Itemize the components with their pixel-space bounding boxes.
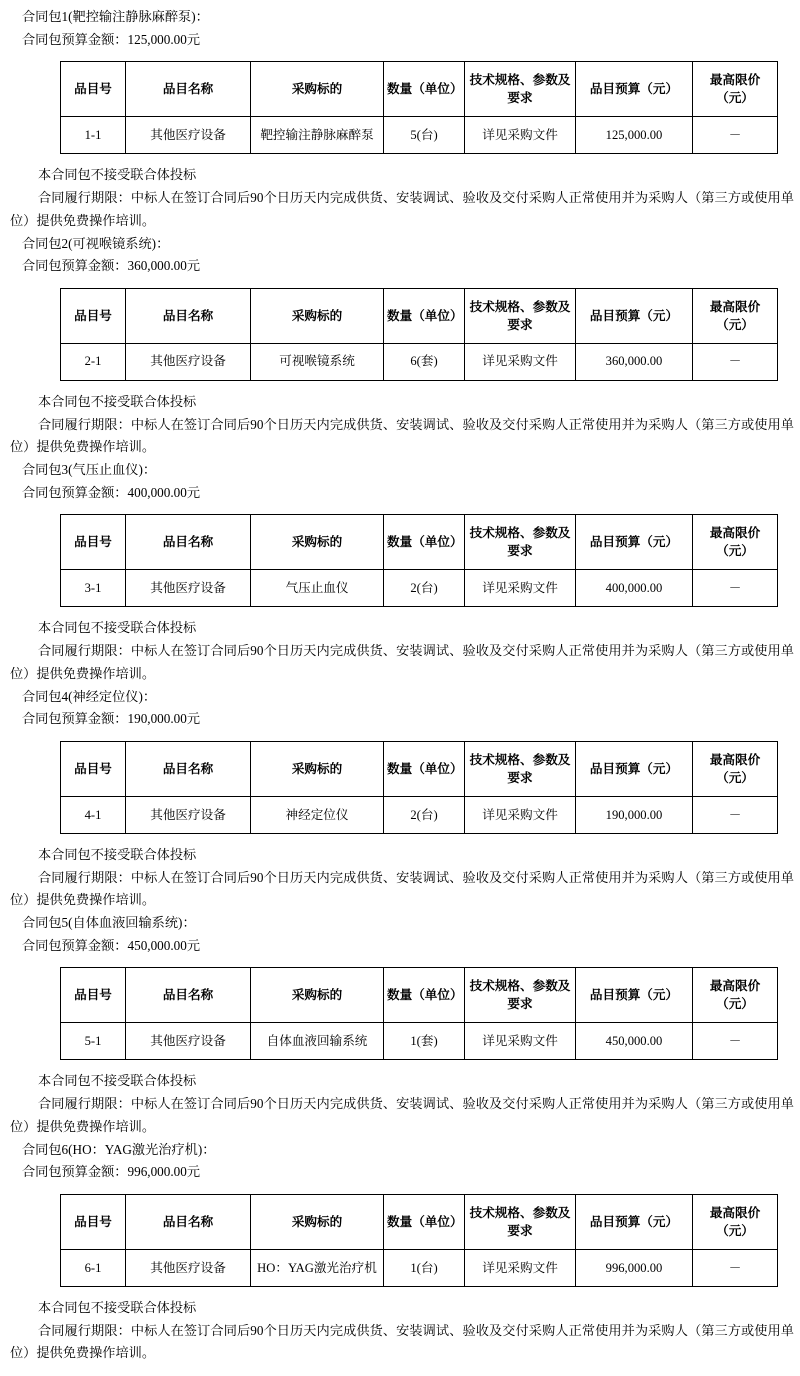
table-header-row [61, 62, 778, 117]
note-consortium-text: 本合同包不接受联合体投标 [38, 167, 197, 183]
note-consortium-text: 本合同包不接受联合体投标 [38, 620, 197, 636]
note-consortium-text: 本合同包不接受联合体投标 [38, 1299, 197, 1315]
th-item-no: 品目号 [61, 741, 126, 796]
note-performance-text: 合同履行期限：中标人在签订合同后90个日历天内完成供货、安装调试、验收及交付采购人正常使用并为采购人（第三方或使用单位）提供免费操作培训。 [10, 190, 794, 228]
items-table [60, 514, 778, 607]
note-consortium [0, 1070, 800, 1093]
package-title: 合同包1(靶控输注静脉麻醉泵)： [22, 9, 209, 24]
contract-package-5 [0, 912, 800, 1139]
cell-target: 靶控输注静脉麻醉泵 [251, 117, 384, 154]
cell-item-no: 2-1 [61, 343, 126, 380]
cell-target: 可视喉镜系统 [251, 343, 384, 380]
note-performance-text: 合同履行期限：中标人在签订合同后90个日历天内完成供货、安装调试、验收及交付采购人正常使用并为采购人（第三方或使用单位）提供免费操作培训。 [10, 1096, 794, 1134]
cell-item-name: 其他医疗设备 [126, 1249, 251, 1286]
budget-label: 合同包预算金额： [22, 31, 128, 47]
cell-price-limit: － [693, 1023, 778, 1060]
th-quantity: 数量（单位） [384, 1194, 465, 1249]
package-title: 合同包2(可视喉镜系统)： [22, 235, 170, 251]
th-item-no: 品目号 [61, 968, 126, 1023]
package-budget-line [0, 935, 800, 958]
cell-price-limit: － [693, 570, 778, 607]
cell-item-name: 其他医疗设备 [126, 117, 251, 154]
note-consortium-text: 本合同包不接受联合体投标 [38, 846, 197, 862]
th-spec: 技术规格、参数及要求 [465, 288, 576, 343]
contract-package-3 [0, 459, 800, 686]
cell-item-name: 其他医疗设备 [126, 570, 251, 607]
th-budget: 品目预算（元） [576, 1194, 693, 1249]
th-spec: 技术规格、参数及要求 [465, 515, 576, 570]
budget-value: 190,000.00元 [127, 711, 201, 727]
package-budget-line [0, 255, 800, 278]
th-budget: 品目预算（元） [576, 515, 693, 570]
th-item-no: 品目号 [61, 515, 126, 570]
items-table [60, 288, 778, 381]
cell-price-limit: － [693, 343, 778, 380]
cell-budget: 996,000.00 [576, 1249, 693, 1286]
table-row [61, 117, 778, 154]
cell-budget: 450,000.00 [576, 1023, 693, 1060]
package-budget-line [0, 482, 800, 505]
cell-budget: 190,000.00 [576, 796, 693, 833]
package-title: 合同包3(气压止血仪)： [22, 462, 157, 478]
table-row [61, 1023, 778, 1060]
cell-item-name: 其他医疗设备 [126, 1023, 251, 1060]
th-price-limit: 最高限价（元） [693, 62, 778, 117]
th-procurement-target: 采购标的 [251, 1194, 384, 1249]
cell-target: 神经定位仪 [251, 796, 384, 833]
budget-label: 合同包预算金额： [22, 937, 128, 953]
budget-label: 合同包预算金额： [22, 1164, 128, 1180]
table-header-row [61, 515, 778, 570]
package-title: 合同包5(自体血液回输系统)： [22, 915, 196, 931]
table-header-row [61, 741, 778, 796]
th-price-limit: 最高限价（元） [693, 741, 778, 796]
budget-value: 360,000.00元 [127, 258, 201, 274]
th-item-name: 品目名称 [126, 515, 251, 570]
cell-quantity: 6(套) [384, 343, 465, 380]
note-consortium [0, 391, 800, 414]
package-budget-line [0, 708, 800, 731]
table-header-row [61, 1194, 778, 1249]
cell-spec: 详见采购文件 [465, 117, 576, 154]
package-title: 合同包4(神经定位仪)： [22, 688, 157, 704]
th-item-no: 品目号 [61, 1194, 126, 1249]
table-row [61, 343, 778, 380]
cell-target: 自体血液回输系统 [251, 1023, 384, 1060]
th-procurement-target: 采购标的 [251, 968, 384, 1023]
items-table [60, 967, 778, 1060]
th-budget: 品目预算（元） [576, 288, 693, 343]
note-consortium-text: 本合同包不接受联合体投标 [38, 393, 197, 409]
th-spec: 技术规格、参数及要求 [465, 62, 576, 117]
cell-quantity: 1(套) [384, 1023, 465, 1060]
th-item-no: 品目号 [61, 288, 126, 343]
th-price-limit: 最高限价（元） [693, 288, 778, 343]
contract-package-2 [0, 233, 800, 460]
th-quantity: 数量（单位） [384, 62, 465, 117]
cell-budget: 125,000.00 [576, 117, 693, 154]
cell-budget: 400,000.00 [576, 570, 693, 607]
table-row [61, 570, 778, 607]
contract-package-1 [0, 6, 800, 233]
th-spec: 技术规格、参数及要求 [465, 1194, 576, 1249]
cell-item-no: 5-1 [61, 1023, 126, 1060]
th-item-name: 品目名称 [126, 1194, 251, 1249]
table-header-row [61, 968, 778, 1023]
th-budget: 品目预算（元） [576, 741, 693, 796]
cell-item-no: 1-1 [61, 117, 126, 154]
note-consortium [0, 1297, 800, 1320]
note-consortium [0, 164, 800, 187]
th-budget: 品目预算（元） [576, 968, 693, 1023]
table-header-row [61, 288, 778, 343]
th-procurement-target: 采购标的 [251, 741, 384, 796]
budget-value: 996,000.00元 [127, 1164, 201, 1180]
cell-quantity: 1(台) [384, 1249, 465, 1286]
th-procurement-target: 采购标的 [251, 288, 384, 343]
budget-value: 125,000.00元 [127, 31, 201, 47]
th-item-name: 品目名称 [126, 288, 251, 343]
cell-quantity: 2(台) [384, 796, 465, 833]
th-price-limit: 最高限价（元） [693, 515, 778, 570]
th-spec: 技术规格、参数及要求 [465, 968, 576, 1023]
th-procurement-target: 采购标的 [251, 62, 384, 117]
package-budget-line [0, 1161, 800, 1184]
cell-budget: 360,000.00 [576, 343, 693, 380]
budget-label: 合同包预算金额： [22, 711, 128, 727]
note-consortium [0, 617, 800, 640]
cell-price-limit: － [693, 796, 778, 833]
budget-label: 合同包预算金额： [22, 484, 128, 500]
cell-quantity: 2(台) [384, 570, 465, 607]
package-title: 合同包6(HO：YAG激光治疗机)： [22, 1141, 216, 1157]
cell-item-name: 其他医疗设备 [126, 343, 251, 380]
contract-package-6 [0, 1139, 800, 1366]
cell-price-limit: － [693, 1249, 778, 1286]
cell-spec: 详见采购文件 [465, 1249, 576, 1286]
note-performance-text: 合同履行期限：中标人在签订合同后90个日历天内完成供货、安装调试、验收及交付采购人正常使用并为采购人（第三方或使用单位）提供免费操作培训。 [10, 416, 794, 455]
note-performance-text: 合同履行期限：中标人在签订合同后90个日历天内完成供货、安装调试、验收及交付采购人正常使用并为采购人（第三方或使用单位）提供免费操作培训。 [10, 1322, 794, 1361]
note-consortium [0, 844, 800, 867]
cell-price-limit: － [693, 117, 778, 154]
note-performance [0, 414, 800, 459]
note-performance [0, 867, 800, 912]
th-item-name: 品目名称 [126, 968, 251, 1023]
budget-value: 400,000.00元 [127, 484, 201, 500]
budget-label: 合同包预算金额： [22, 258, 128, 274]
cell-quantity: 5(台) [384, 117, 465, 154]
th-item-name: 品目名称 [126, 741, 251, 796]
note-performance-text: 合同履行期限：中标人在签订合同后90个日历天内完成供货、安装调试、验收及交付采购人正常使用并为采购人（第三方或使用单位）提供免费操作培训。 [10, 869, 794, 908]
cell-item-no: 4-1 [61, 796, 126, 833]
cell-spec: 详见采购文件 [465, 343, 576, 380]
th-quantity: 数量（单位） [384, 515, 465, 570]
th-price-limit: 最高限价（元） [693, 1194, 778, 1249]
table-row [61, 796, 778, 833]
items-table [60, 1194, 778, 1287]
cell-target: 气压止血仪 [251, 570, 384, 607]
th-item-no: 品目号 [61, 62, 126, 117]
note-performance [0, 1093, 800, 1138]
th-spec: 技术规格、参数及要求 [465, 741, 576, 796]
th-quantity: 数量（单位） [384, 968, 465, 1023]
items-table [60, 61, 778, 154]
th-budget: 品目预算（元） [576, 62, 693, 117]
package-budget-line [0, 29, 800, 52]
contract-package-4 [0, 686, 800, 913]
note-performance [0, 1320, 800, 1365]
cell-item-name: 其他医疗设备 [126, 796, 251, 833]
table-row [61, 1249, 778, 1286]
cell-item-no: 6-1 [61, 1249, 126, 1286]
note-performance-text: 合同履行期限：中标人在签订合同后90个日历天内完成供货、安装调试、验收及交付采购人正常使用并为采购人（第三方或使用单位）提供免费操作培训。 [10, 643, 794, 681]
cell-target: HO：YAG激光治疗机 [251, 1249, 384, 1286]
note-performance [0, 640, 800, 685]
cell-spec: 详见采购文件 [465, 570, 576, 607]
th-price-limit: 最高限价（元） [693, 968, 778, 1023]
th-item-name: 品目名称 [126, 62, 251, 117]
th-quantity: 数量（单位） [384, 288, 465, 343]
th-procurement-target: 采购标的 [251, 515, 384, 570]
note-performance [0, 187, 800, 232]
cell-spec: 详见采购文件 [465, 1023, 576, 1060]
cell-spec: 详见采购文件 [465, 796, 576, 833]
cell-item-no: 3-1 [61, 570, 126, 607]
th-quantity: 数量（单位） [384, 741, 465, 796]
items-table [60, 741, 778, 834]
budget-value: 450,000.00元 [127, 937, 201, 953]
note-consortium-text: 本合同包不接受联合体投标 [38, 1073, 197, 1089]
